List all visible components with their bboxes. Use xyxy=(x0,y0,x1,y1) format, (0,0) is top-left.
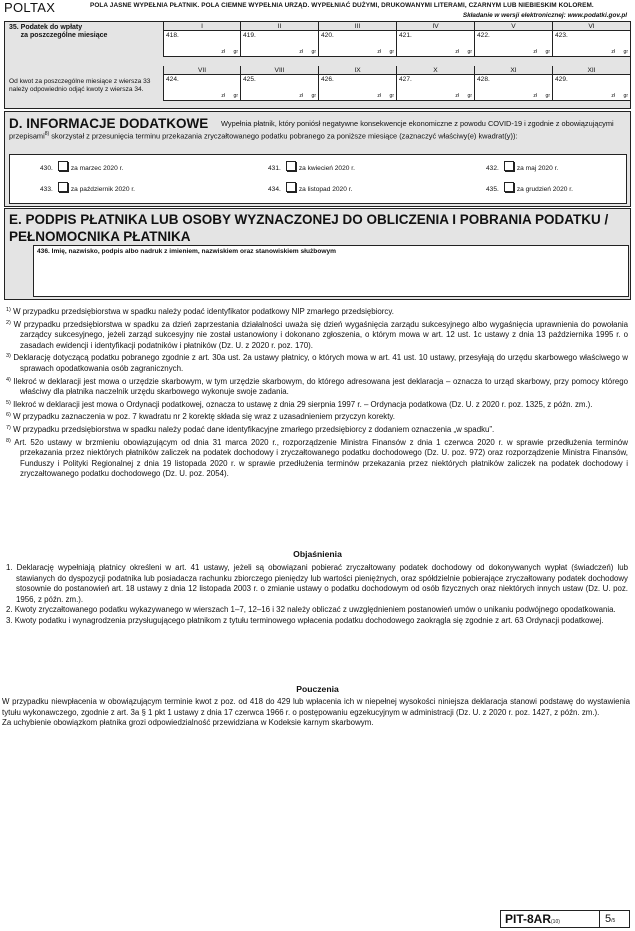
monthly-tax-field[interactable] xyxy=(319,31,397,57)
month-option xyxy=(486,182,573,193)
month-header: VII xyxy=(163,66,241,75)
field-number: 418. xyxy=(166,32,179,39)
objasnienie-item: 1. Deklarację wypełniają płatnicy określeni w art. 41 ustawy, jeżeli są obowiązani pobierać zryczałtowany podatek dochodowy od dokonywanych wypłat (świadczeń) lub stawianych do dyspozycji podatnika lub posiadacza rachunku zbiorczego pieniędzy lub wartości pieniężnych, oraz spółdzielnie pobierające zryczałtowany podatek dochodowy stosownie do postanowień art. 18 ustawy z dnia 12 listopada 2003 r. o zmianie ustawy o podatku dochodowym od osób fizycznych oraz niektórych innych ustaw (Dz. U. poz. 1956, z późn. zm.). xyxy=(6,563,628,604)
field-number: 423. xyxy=(555,32,568,39)
option-checkbox[interactable] xyxy=(58,182,68,192)
gr-unit: gr xyxy=(623,93,628,99)
objasnienia-list xyxy=(6,563,628,627)
field-number: 424. xyxy=(166,76,179,83)
section-d-options xyxy=(9,154,627,204)
zl-unit: zł xyxy=(455,93,459,99)
gr-unit: gr xyxy=(545,93,550,99)
footnote: $^{4)}$ Ilekroć w deklaracji jest mowa o urzędzie skarbowym, w tym urzędzie skarbowym, do którego adresowana jest deklaracja – oznacza to urząd skarbowy, przy pomocy którego właściwy dla płatnika naczelnik urzędu skarbowego wykonuje swoje zadania. xyxy=(6,376,628,397)
zl-unit: zł xyxy=(221,93,225,99)
monthly-tax-field[interactable] xyxy=(397,31,475,57)
option-number: 432. xyxy=(486,165,499,172)
monthly-tax-field[interactable] xyxy=(475,75,553,101)
signature-field[interactable] xyxy=(33,245,629,297)
month-header: IV xyxy=(397,22,475,31)
month-header: VI xyxy=(553,22,631,31)
gr-unit: gr xyxy=(623,49,628,55)
month-option xyxy=(268,182,352,193)
objasnienie-item: 2. Kwoty zryczałtowanego podatku wykazywanego w wierszach 1–7, 12–16 i 32 należy obliczać z uwzględnieniem postanowień umów o unikaniu podwójnego opodatkowania. xyxy=(6,605,616,615)
option-checkbox[interactable] xyxy=(504,161,514,171)
poltax-logo: POLTAX xyxy=(4,0,56,15)
month-header: III xyxy=(319,22,397,31)
electronic-submission-note: Składanie w wersji elektronicznej: www.podatki.gov.pl xyxy=(462,12,627,19)
option-label: za grudzień 2020 r. xyxy=(516,186,573,193)
month-option xyxy=(40,182,135,193)
section-d-additional-info xyxy=(4,111,631,207)
option-number: 434. xyxy=(268,186,281,193)
page-number: 5/5 xyxy=(605,913,616,925)
gr-unit: gr xyxy=(467,49,472,55)
monthly-tax-field[interactable] xyxy=(241,75,319,101)
footnote: $^{3)}$ Deklarację dotyczącą podatku pobranego zgodnie z art. 30a ust. 2a ustawy płatnicy, o których mowa w art. 41 ust. 10 ustawy, przesyłają do urzędu skarbowego właściwego w sprawach opodatkowania osób zagranicznych. xyxy=(6,353,628,373)
form-instructions: POLA JASNE WYPEŁNIA PŁATNIK. POLA CIEMNE WYPEŁNIA URZĄD. WYPEŁNIAĆ DUŻYMI, DRUKOWANYMI LITERAMI, CZARNYM LUB NIEBIESKIM KOLOREM. xyxy=(90,2,594,9)
section-35-label: 35. Podatek do wpłaty za poszczególne miesiące xyxy=(9,24,108,39)
gr-unit: gr xyxy=(311,49,316,55)
option-checkbox[interactable] xyxy=(286,161,296,171)
section-35-note: Od kwot za poszczególne miesiące z wiersza 33 należy odpowiednio odjąć kwoty z wiersza 34. xyxy=(9,78,151,93)
option-checkbox[interactable] xyxy=(58,161,68,171)
pouczenia-list xyxy=(2,697,630,729)
gr-unit: gr xyxy=(545,49,550,55)
option-number: 431. xyxy=(268,165,281,172)
monthly-tax-field[interactable] xyxy=(553,75,631,101)
footnote: $^{6)}$ W przypadku zaznaczenia w poz. 7 kwadratu nr 2 korektę składa się wraz z uzasadnieniem przyczyn korekty. xyxy=(6,412,395,422)
option-label: za kwiecień 2020 r. xyxy=(298,165,355,172)
gr-unit: gr xyxy=(311,93,316,99)
field-number: 420. xyxy=(321,32,334,39)
month-header: X xyxy=(397,66,475,75)
footnote: $^{7)}$ W przypadku przedsiębiorstwa w spadku należy podać dane identyfikacyjne zmarłego przedsiębiorcy z dodaniem oznaczenia „w spadku”. xyxy=(6,424,495,434)
month-option xyxy=(40,161,123,172)
section-d-title: D. INFORMACJE DODATKOWE xyxy=(9,116,209,131)
zl-unit: zł xyxy=(611,93,615,99)
signature-field-label: 436. Imię, nazwisko, podpis albo nadruk z imieniem, nazwiskiem oraz stanowiskiem służbowym xyxy=(37,248,337,255)
month-header: XII xyxy=(553,66,631,75)
field-number: 426. xyxy=(321,76,334,83)
month-header: II xyxy=(241,22,319,31)
month-header: XI xyxy=(475,66,553,75)
option-number: 430. xyxy=(40,165,53,172)
pouczenie-item: W przypadku niewpłacenia w obowiązującym terminie kwot z poz. od 418 do 429 lub wpłacenia ich w niepełnej wysokości niniejsza deklaracja stanowi podstawę do wystawienia tytułu wykonawczego, zgodnie z art. 3a § 1 pkt 1 ustawy z dnia 17 czerwca 1966 r. o postępowaniu egzekucyjnym w administracji (Dz. U. z 2020 r. poz. 1427, z późn. zm.). xyxy=(2,697,630,717)
field-number: 419. xyxy=(243,32,256,39)
gr-unit: gr xyxy=(389,49,394,55)
monthly-tax-field[interactable] xyxy=(397,75,475,101)
field-number: 427. xyxy=(399,76,412,83)
option-checkbox[interactable] xyxy=(286,182,296,192)
month-header: I xyxy=(163,22,241,31)
zl-unit: zł xyxy=(299,93,303,99)
option-number: 435. xyxy=(486,186,499,193)
option-checkbox[interactable] xyxy=(504,182,514,192)
objasnienia-heading: Objaśnienia xyxy=(293,549,342,559)
objasnienie-item: 3. Kwoty podatku i wynagrodzenia przysługującego płatnikom z tytułu terminowego wpłacenia podatku dochodowego zaokrągla się zgodnie z art. 63 Ordynacji podatkowej. xyxy=(6,615,604,625)
zl-unit: zł xyxy=(377,49,381,55)
zl-unit: zł xyxy=(533,93,537,99)
monthly-tax-field[interactable] xyxy=(553,31,631,57)
monthly-tax-field[interactable] xyxy=(241,31,319,57)
footnote: $^{2)}$ W przypadku przedsiębiorstwa w spadku za dzień zaprzestania działalności uważa się dzień wygaśnięcia zarządu sukcesyjnego albo wygaśnięcia uprawnienia do powołania zarządcy sukcesyjnego, jeżeli zarząd sukcesyjny nie został ustanowiony i dokonano zgłoszenia, o którym mowa w art. 12 ust. 1c ustawy z dnia 13 października 1995 r. o zasadach ewidencji i identyfikacji podatników i płatników (Dz. U. z 2020 r. poz. 170). xyxy=(6,319,628,350)
field-number: 421. xyxy=(399,32,412,39)
footnotes xyxy=(6,305,628,480)
field-number: 425. xyxy=(243,76,256,83)
footnote: $^{8)}$ Art. 52o ustawy w brzmieniu obowiązującym od dnia 31 marca 2020 r., rozporządzenie Ministra Finansów z dnia 1 czerwca 2020 r. w sprawie przedłużenia terminów przekazania przez niektórych płatników zaliczek na podatek dochodowy i zryczałtowanego podatku dochodowego (Dz. U. poz. 972) oraz rozporządzenie Ministra Finansów, Funduszy i Polityki Regionalnej z dnia 19 listopada 2020 r. w sprawie przedłużenia terminów przekazania przez niektórych płatników zaliczek na podatek dochodowy i zryczałtowanego podatku dochodowego (Dz. U. poz. 2054). xyxy=(6,437,628,479)
month-option xyxy=(268,161,355,172)
month-option xyxy=(486,161,558,172)
gr-unit: gr xyxy=(467,93,472,99)
zl-unit: zł xyxy=(221,49,225,55)
form-footer xyxy=(500,910,630,928)
option-number: 433. xyxy=(40,186,53,193)
pouczenie-item: Za uchybienie obowiązkom płatnika grozi odpowiedzialność przewidziana w Kodeksie karnym skarbowym. xyxy=(2,718,374,728)
field-number: 429. xyxy=(555,76,568,83)
option-label: za październik 2020 r. xyxy=(70,186,135,193)
section-e-title: E. PODPIS PŁATNIKA LUB OSOBY WYZNACZONEJ DO OBLICZENIA I POBRANIA PODATKU / PEŁNOMOCNIKA PŁATNIKA xyxy=(9,212,609,244)
footnote: $^{1)}$ W przypadku przedsiębiorstwa w spadku należy podać identyfikator podatkowy NIP zmarłego przedsiębiorcy. xyxy=(6,307,394,316)
gr-unit: gr xyxy=(389,93,394,99)
zl-unit: zł xyxy=(533,49,537,55)
gr-unit: gr xyxy=(233,49,238,55)
form-version: (10) xyxy=(551,919,560,925)
section-35-monthly-tax xyxy=(4,21,631,109)
option-label: za listopad 2020 r. xyxy=(298,186,353,193)
month-header: VIII xyxy=(241,66,319,75)
zl-unit: zł xyxy=(455,49,459,55)
monthly-tax-field[interactable] xyxy=(319,75,397,101)
zl-unit: zł xyxy=(611,49,615,55)
field-number: 428. xyxy=(477,76,490,83)
zl-unit: zł xyxy=(377,93,381,99)
monthly-tax-field[interactable] xyxy=(163,31,241,57)
field-number: 422. xyxy=(477,32,490,39)
month-header: IX xyxy=(319,66,397,75)
month-header: V xyxy=(475,22,553,31)
monthly-tax-field[interactable] xyxy=(475,31,553,57)
option-label: za maj 2020 r. xyxy=(516,165,559,172)
monthly-tax-field[interactable] xyxy=(163,75,241,101)
form-code: PIT-8AR(10) xyxy=(505,912,560,926)
section-e-signature xyxy=(4,208,631,300)
pouczenia-heading: Pouczenia xyxy=(296,684,339,694)
zl-unit: zł xyxy=(299,49,303,55)
section-d-description: Wypełnia płatnik, który poniósł negatywne konsekwencje ekonomiczne z powodu COVID-19 i zgodnie z obowiązującymi przepisami$^{8)}$ skorzystał z przesunięcia terminu przekazania zryczałtowanego podatku pobranego za poniższe miesiące (zaznaczyć właściwy(e) kwadrat(y)): xyxy=(9,119,614,141)
gr-unit: gr xyxy=(233,93,238,99)
footnote: $^{5)}$ Ilekroć w deklaracji jest mowa o Ordynacji podatkowej, oznacza to ustawę z dnia 29 sierpnia 1997 r. – Ordynacja podatkowa (Dz. U. z 2020 r. poz. 1325, z późn. zm.). xyxy=(6,399,593,409)
option-label: za marzec 2020 r. xyxy=(70,165,124,172)
